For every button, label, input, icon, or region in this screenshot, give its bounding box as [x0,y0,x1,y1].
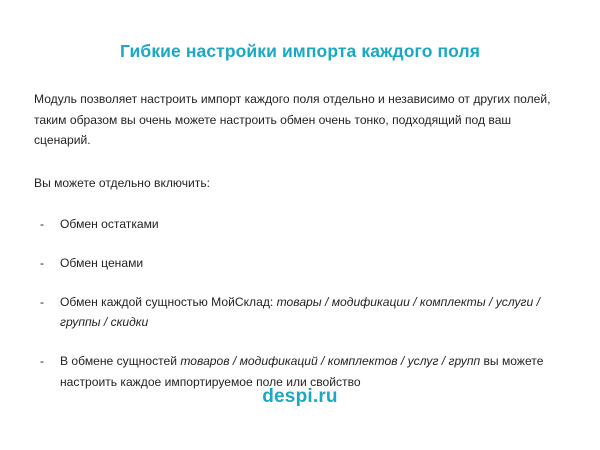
list-item-text: Обмен каждой сущностью МойСклад: [60,294,277,309]
list-item [34,214,566,235]
list-item [34,292,566,334]
intro-paragraph: Модуль позволяет настроить импорт каждого поля отдельно и независимо от других полей, таким образом вы очень можете настроить обмен очень тонко, подходящий под ваш сценарий. [34,91,551,148]
list-item-emphasis: товары / модификации / комплекты / услуги / группы / скидки [60,294,540,330]
list-item-text: Обмен ценами [60,255,144,270]
page-title: Гибкие настройки импорта каждого поля [119,41,481,61]
bullet-dash: - [40,354,45,369]
lead-in-text: Вы можете отдельно включить: [34,176,210,191]
feature-list [34,214,566,393]
list-item-text-tail: вы можете настроить каждое импортируемое поле или свойство [60,354,544,389]
bullet-dash: - [40,216,45,231]
list-item [34,253,566,274]
list-item-text: В обмене сущностей [60,354,181,369]
bullet-dash: - [40,255,45,270]
footer-brand[interactable]: despi.ru [262,386,338,407]
bullet-dash: - [40,294,45,309]
list-item-text: Обмен остатками [60,216,159,231]
list-item-emphasis: товаров / модификаций / комплектов / услуг / групп [180,354,481,369]
